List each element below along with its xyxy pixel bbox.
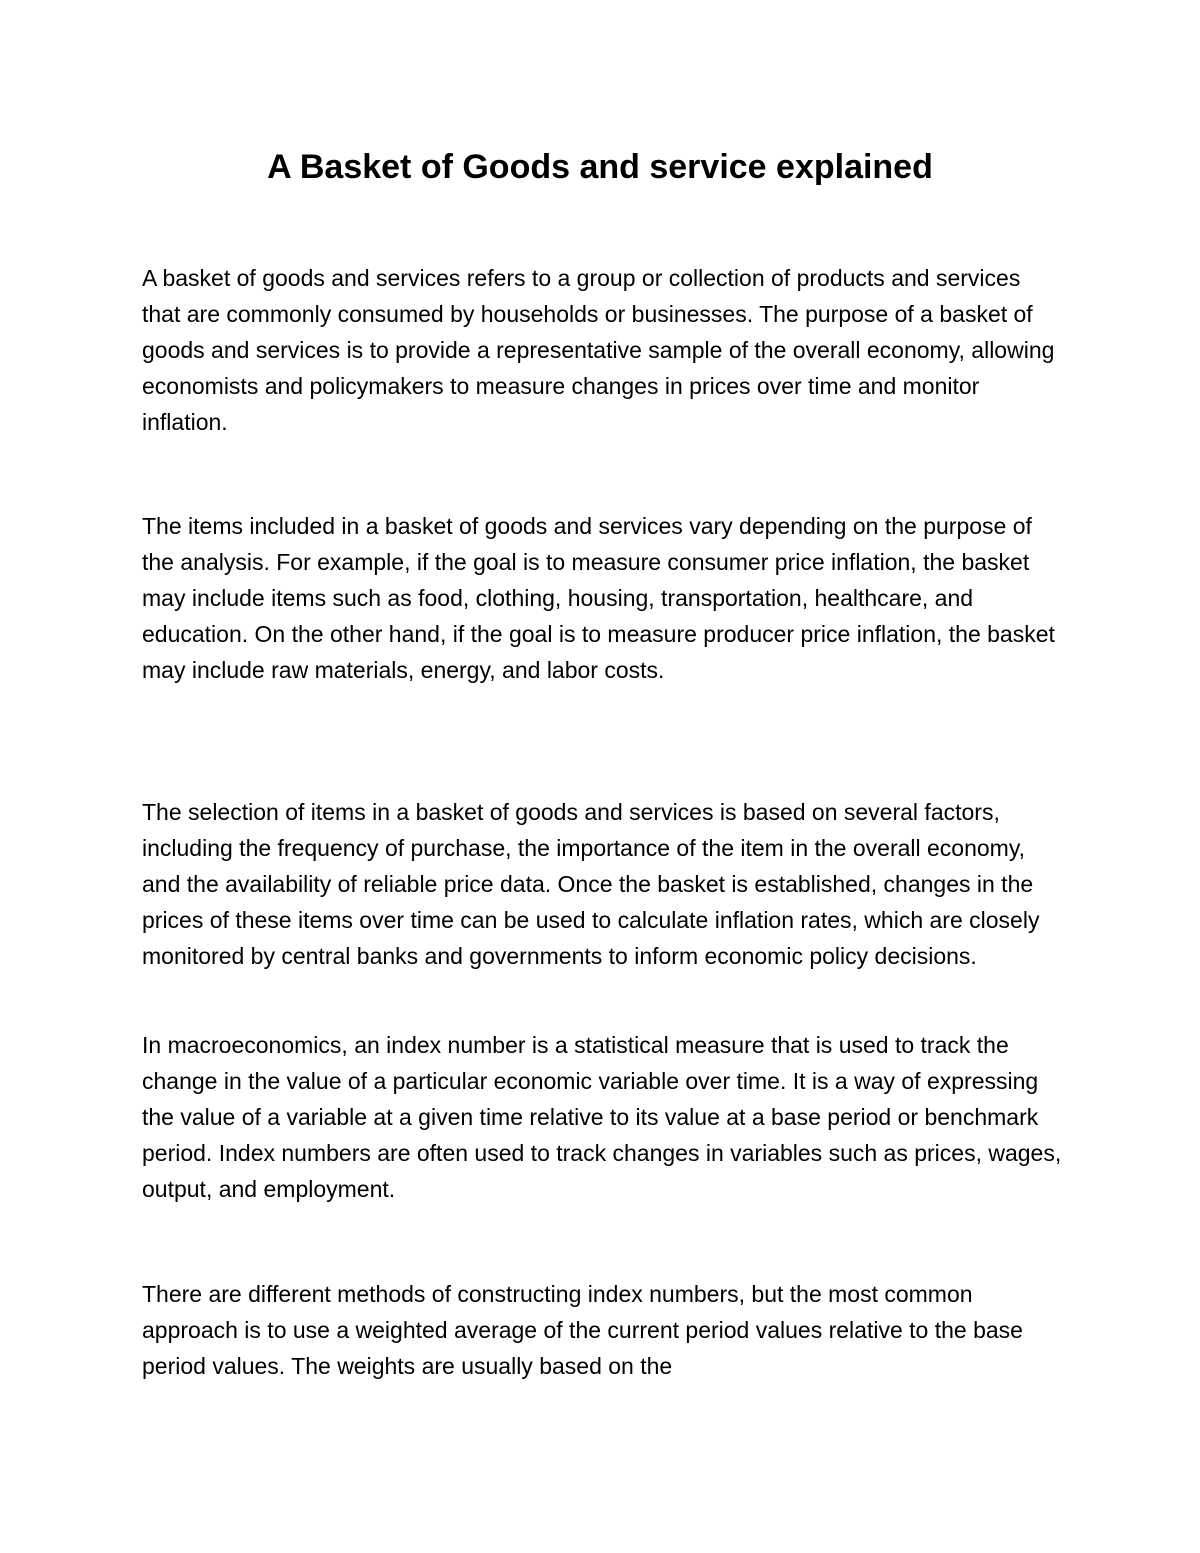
- paragraph-basket-items: The items included in a basket of goods and services vary depending on the purpose of the analysis. For example, if the goal is to measure consumer price inflation, the basket may include items such as food, clothing, housing, transportation, healthcare, and education. On the other hand, if the goal is to measure producer price inflation, the basket may include raw materials, energy, and labor costs.: [142, 513, 1055, 683]
- paragraph-index-number: In macroeconomics, an index number is a statistical measure that is used to track the change in the value of a particular economic variable over time. It is a way of expressing the value of a variable at a given time relative to its value at a base period or benchmark period. Index numbers are often used to track changes in variables such as prices, wages, output, and employment.: [142, 1032, 1062, 1202]
- paragraph-index-methods: There are different methods of constructing index numbers, but the most common approach is to use a weighted average of the current period values relative to the base period values. The weights are usually based on the: [142, 1281, 1023, 1379]
- paragraph-basket-selection: The selection of items in a basket of goods and services is based on several factors, including the frequency of purchase, the importance of the item in the overall economy, and the availability of reliable price data. Once the basket is established, changes in the prices of these items over time can be used to calculate inflation rates, which are closely monitored by central banks and governments to inform economic policy decisions.: [142, 799, 1040, 969]
- document-title: A Basket of Goods and service explained: [267, 148, 933, 186]
- paragraph-basket-definition: A basket of goods and services refers to a group or collection of products and services that are commonly consumed by households or businesses. The purpose of a basket of goods and services is to provide a representative sample of the overall economy, allowing economists and policymakers to measure changes in prices over time and monitor inflation.: [142, 265, 1055, 435]
